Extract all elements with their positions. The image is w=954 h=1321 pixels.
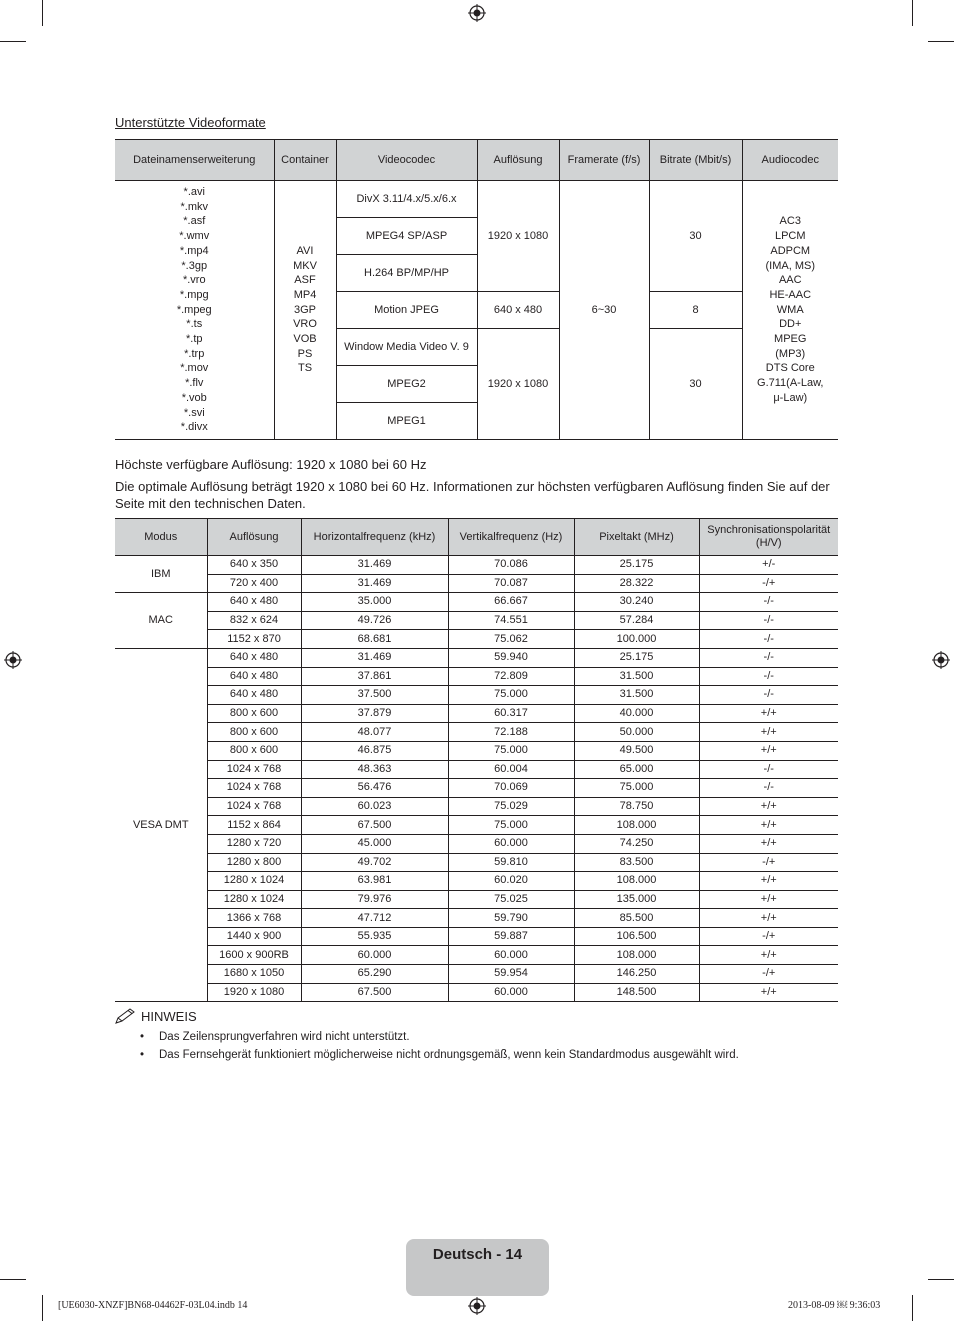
table-cell: -/+: [699, 853, 838, 872]
pencil-icon: [115, 1008, 137, 1024]
table-cell: +/+: [699, 909, 838, 928]
file-extension: *.asf: [183, 215, 206, 228]
table-cell: 75.000: [448, 741, 574, 760]
table-row: [115, 797, 838, 816]
table-cell: 100.000: [574, 630, 699, 649]
table-cell: -/-: [699, 686, 838, 705]
table-cell: 832 x 624: [207, 611, 301, 630]
column-header: Horizontalfrequenz (kHz): [301, 519, 448, 556]
mode-group-cell: VESA DMT: [115, 648, 207, 1001]
table-row: [115, 630, 838, 649]
table-cell: -/-: [699, 593, 838, 612]
table-cell: 800 x 600: [207, 741, 301, 760]
table-cell: 37.879: [301, 704, 448, 723]
audio-codec: LPCM: [774, 230, 806, 243]
table-row: [115, 648, 838, 667]
container-format: 3GP: [293, 303, 316, 316]
audio-codec: DTS Core: [765, 362, 815, 375]
bitrate-cell: 8: [649, 292, 742, 329]
audio-codec: HE-AAC: [769, 288, 812, 301]
framerate-cell: 6~30: [559, 181, 649, 440]
audio-codec: WMA: [776, 303, 804, 316]
audio-codecs-cell: [742, 181, 838, 440]
display-modes-table: [115, 518, 838, 1002]
table-row: [115, 686, 838, 705]
table-row: [115, 983, 838, 1002]
table-cell: 720 x 400: [207, 574, 301, 593]
file-extension: *.vro: [182, 274, 206, 287]
codec-cell: DivX 3.11/4.x/5.x/6.x: [336, 181, 477, 218]
table-cell: 60.000: [448, 946, 574, 965]
table-cell: 640 x 480: [207, 667, 301, 686]
table-cell: -/-: [699, 760, 838, 779]
table-cell: 55.935: [301, 927, 448, 946]
table-cell: 146.250: [574, 965, 699, 984]
table-cell: +/+: [699, 983, 838, 1002]
table-cell: 67.500: [301, 816, 448, 835]
table-cell: 35.000: [301, 593, 448, 612]
table-cell: 1680 x 1050: [207, 965, 301, 984]
table-cell: -/-: [699, 667, 838, 686]
table-cell: -/+: [699, 927, 838, 946]
table-cell: 72.809: [448, 667, 574, 686]
file-extension: *.mpeg: [176, 303, 212, 316]
video-formats-table: [115, 139, 838, 440]
table-cell: 1920 x 1080: [207, 983, 301, 1002]
container-format: VOB: [293, 333, 317, 346]
table-cell: 640 x 480: [207, 593, 301, 612]
table-cell: +/+: [699, 872, 838, 891]
table-row: [115, 741, 838, 760]
table-cell: 31.469: [301, 648, 448, 667]
table-row: [115, 593, 838, 612]
column-header: Audiocodec: [742, 140, 838, 181]
column-header: Container: [274, 140, 336, 181]
mode-group-cell: MAC: [115, 593, 207, 649]
bitrate-cell: 30: [649, 329, 742, 440]
audio-codec: AC3: [779, 215, 801, 228]
table-cell: 60.020: [448, 872, 574, 891]
container-format: ASF: [294, 274, 316, 287]
table-row: [115, 779, 838, 798]
table-cell: 31.500: [574, 667, 699, 686]
table-cell: -/-: [699, 648, 838, 667]
table-cell: +/+: [699, 723, 838, 742]
table-cell: +/+: [699, 890, 838, 909]
column-header: Videocodec: [336, 140, 477, 181]
table-cell: 640 x 350: [207, 556, 301, 575]
table-cell: 47.712: [301, 909, 448, 928]
footer-file-info: [UE6030-XNZF]BN68-04462F-03L04.indb 14: [58, 1300, 248, 1311]
table-row: [115, 816, 838, 835]
table-cell: +/+: [699, 834, 838, 853]
table-cell: +/+: [699, 946, 838, 965]
table-cell: 67.500: [301, 983, 448, 1002]
table-row: [115, 704, 838, 723]
table-row: [115, 760, 838, 779]
table-cell: 1440 x 900: [207, 927, 301, 946]
table-cell: 65.290: [301, 965, 448, 984]
table-cell: 45.000: [301, 834, 448, 853]
table-cell: 59.940: [448, 648, 574, 667]
file-extension: *.svi: [183, 406, 205, 419]
table-cell: 48.363: [301, 760, 448, 779]
table-cell: 85.500: [574, 909, 699, 928]
table-cell: 70.087: [448, 574, 574, 593]
crop-mark: [42, 0, 43, 26]
table-cell: 31.469: [301, 556, 448, 575]
table-cell: 108.000: [574, 816, 699, 835]
table-cell: 1280 x 800: [207, 853, 301, 872]
table-cell: 640 x 480: [207, 648, 301, 667]
resolution-cell: 1920 x 1080: [477, 329, 559, 440]
crop-mark: [0, 41, 26, 42]
audio-codec: ADPCM: [770, 244, 811, 257]
file-extension: *.wmv: [179, 230, 210, 243]
codec-cell: MPEG1: [336, 403, 477, 440]
table-cell: -/-: [699, 611, 838, 630]
table-row: [115, 946, 838, 965]
audio-codec: DD+: [779, 318, 802, 331]
container-format: VRO: [293, 318, 317, 331]
table-cell: 59.810: [448, 853, 574, 872]
table-cell: 75.062: [448, 630, 574, 649]
codec-cell: MPEG4 SP/ASP: [336, 218, 477, 255]
table-cell: 1024 x 768: [207, 779, 301, 798]
table-cell: 63.981: [301, 872, 448, 891]
crop-mark: [928, 1279, 954, 1280]
table-cell: 28.322: [574, 574, 699, 593]
note-heading: [115, 1008, 197, 1024]
table-cell: 800 x 600: [207, 723, 301, 742]
table-cell: 48.077: [301, 723, 448, 742]
codec-cell: Motion JPEG: [336, 292, 477, 329]
column-header: Pixeltakt (MHz): [574, 519, 699, 556]
max-resolution-text: Die optimale Auflösung beträgt 1920 x 1080 bei 60 Hz. Informationen zur höchsten verfügbaren Auflösung finden Sie auf der Seite mit den technischen Daten.: [115, 479, 830, 511]
crop-mark: [42, 1295, 43, 1321]
file-extension: *.mov: [180, 362, 209, 375]
table-row: [115, 909, 838, 928]
file-extension: *.mkv: [180, 200, 208, 213]
table-cell: 46.875: [301, 741, 448, 760]
table-cell: 70.069: [448, 779, 574, 798]
table-cell: 49.500: [574, 741, 699, 760]
containers-cell: [274, 181, 336, 440]
table-row: [115, 853, 838, 872]
table-cell: 1280 x 1024: [207, 890, 301, 909]
table-row: [115, 181, 838, 218]
table-cell: 78.750: [574, 797, 699, 816]
table-cell: 60.317: [448, 704, 574, 723]
container-format: AVI: [296, 244, 314, 257]
table-cell: 60.000: [448, 834, 574, 853]
footer-timestamp: 2013-08-09 ￼ 9:36:03: [788, 1300, 881, 1311]
container-format: MP4: [293, 288, 317, 301]
table-cell: 56.476: [301, 779, 448, 798]
table-cell: 70.086: [448, 556, 574, 575]
table-cell: 148.500: [574, 983, 699, 1002]
table-row: [115, 556, 838, 575]
file-extension: *.avi: [183, 186, 205, 199]
codec-cell: H.264 BP/MP/HP: [336, 255, 477, 292]
table-cell: 108.000: [574, 946, 699, 965]
table-cell: 106.500: [574, 927, 699, 946]
table-cell: +/+: [699, 797, 838, 816]
table-cell: 1280 x 1024: [207, 872, 301, 891]
table-cell: -/+: [699, 574, 838, 593]
table-cell: 1152 x 870: [207, 630, 301, 649]
table-cell: 37.861: [301, 667, 448, 686]
table-cell: 59.790: [448, 909, 574, 928]
table-row: [115, 965, 838, 984]
crop-mark: [0, 1279, 26, 1280]
crop-mark: [928, 41, 954, 42]
table-cell: 75.000: [448, 686, 574, 705]
file-extension: *.mp4: [179, 244, 209, 257]
table-row: [115, 723, 838, 742]
extensions-cell: [115, 181, 274, 440]
table-row: [115, 834, 838, 853]
container-format: PS: [297, 347, 313, 360]
crop-mark: [912, 1295, 913, 1321]
table-cell: 1600 x 900RB: [207, 946, 301, 965]
container-format: MKV: [293, 259, 317, 272]
file-extension: *.flv: [185, 377, 204, 390]
bitrate-cell: 30: [649, 181, 742, 292]
table-cell: 75.029: [448, 797, 574, 816]
table-row: [115, 574, 838, 593]
table-cell: 59.954: [448, 965, 574, 984]
column-header: Dateinamenserweiterung: [115, 140, 274, 181]
container-format: TS: [297, 362, 313, 375]
audio-codec: AAC: [778, 274, 802, 287]
table-cell: 75.000: [574, 779, 699, 798]
audio-codec: G.711(A-Law,: [757, 377, 824, 390]
table-row: [115, 890, 838, 909]
note-list: [140, 1028, 739, 1064]
registration-mark-icon: [932, 651, 950, 669]
table-cell: -/-: [699, 779, 838, 798]
table-cell: +/+: [699, 704, 838, 723]
table-row: [115, 927, 838, 946]
table-cell: 1366 x 768: [207, 909, 301, 928]
table-cell: 1280 x 720: [207, 834, 301, 853]
table-cell: 135.000: [574, 890, 699, 909]
table-cell: 57.284: [574, 611, 699, 630]
table-cell: 75.000: [448, 816, 574, 835]
table-cell: 59.887: [448, 927, 574, 946]
video-formats-title: Unterstützte Videoformate: [115, 115, 266, 130]
table-header-row: [115, 140, 838, 181]
registration-mark-icon: [4, 651, 22, 669]
table-cell: 60.000: [448, 983, 574, 1002]
list-item: • Das Zeilensprungverfahren wird nicht unterstützt.: [140, 1028, 739, 1046]
table-cell: 83.500: [574, 853, 699, 872]
table-cell: 800 x 600: [207, 704, 301, 723]
table-cell: 25.175: [574, 556, 699, 575]
table-cell: 72.188: [448, 723, 574, 742]
column-header: Vertikalfrequenz (Hz): [448, 519, 574, 556]
table-cell: 60.004: [448, 760, 574, 779]
mode-group-cell: IBM: [115, 556, 207, 593]
resolution-cell: 640 x 480: [477, 292, 559, 329]
file-extension: *.tp: [185, 333, 203, 346]
audio-codec: (MP3): [775, 347, 806, 360]
column-header: Modus: [115, 519, 207, 556]
table-cell: 40.000: [574, 704, 699, 723]
file-extension: *.mpg: [179, 288, 209, 301]
file-extension: *.vob: [181, 391, 207, 404]
table-cell: 79.976: [301, 890, 448, 909]
table-cell: 60.023: [301, 797, 448, 816]
table-cell: 50.000: [574, 723, 699, 742]
table-header-row: [115, 519, 838, 556]
column-header: Auflösung: [477, 140, 559, 181]
file-extension: *.3gp: [181, 259, 208, 272]
table-cell: +/+: [699, 816, 838, 835]
table-cell: 75.025: [448, 890, 574, 909]
registration-mark-icon: [468, 1297, 486, 1315]
table-cell: 65.000: [574, 760, 699, 779]
table-cell: 31.469: [301, 574, 448, 593]
column-header: Framerate (f/s): [559, 140, 649, 181]
table-row: [115, 667, 838, 686]
file-extension: *.ts: [186, 318, 203, 331]
table-cell: 1024 x 768: [207, 760, 301, 779]
audio-codec: (IMA, MS): [765, 259, 815, 272]
registration-mark-icon: [468, 4, 486, 22]
table-cell: 25.175: [574, 648, 699, 667]
table-cell: +/-: [699, 556, 838, 575]
audio-codec: μ-Law): [773, 391, 808, 404]
table-cell: 68.681: [301, 630, 448, 649]
table-cell: -/-: [699, 630, 838, 649]
crop-mark: [912, 0, 913, 26]
resolution-cell: 1920 x 1080: [477, 181, 559, 292]
page-number-tab: Deutsch - 14: [406, 1239, 549, 1296]
table-cell: 108.000: [574, 872, 699, 891]
file-extension: *.divx: [180, 421, 208, 434]
audio-codec: MPEG: [774, 333, 807, 346]
file-extension: *.trp: [184, 347, 205, 360]
column-header: Bitrate (Mbit/s): [649, 140, 742, 181]
table-cell: 49.726: [301, 611, 448, 630]
table-cell: 74.250: [574, 834, 699, 853]
table-cell: 37.500: [301, 686, 448, 705]
column-header: Auflösung: [207, 519, 301, 556]
table-cell: 30.240: [574, 593, 699, 612]
note-title: HINWEIS: [141, 1008, 197, 1024]
column-header: Synchronisationspolarität (H/V): [699, 519, 838, 556]
table-cell: +/+: [699, 741, 838, 760]
table-cell: 74.551: [448, 611, 574, 630]
codec-cell: Window Media Video V. 9: [336, 329, 477, 366]
list-item: • Das Fernsehgerät funktioniert möglicherweise nicht ordnungsgemäß, wenn kein Standardmodus ausgewählt wird.: [140, 1046, 739, 1064]
table-cell: 66.667: [448, 593, 574, 612]
table-cell: 49.702: [301, 853, 448, 872]
table-cell: 1024 x 768: [207, 797, 301, 816]
table-cell: 60.000: [301, 946, 448, 965]
table-row: [115, 611, 838, 630]
table-cell: 31.500: [574, 686, 699, 705]
table-cell: 1152 x 864: [207, 816, 301, 835]
max-resolution-title: Höchste verfügbare Auflösung: 1920 x 1080 bei 60 Hz: [115, 457, 427, 472]
table-row: [115, 872, 838, 891]
codec-cell: MPEG2: [336, 366, 477, 403]
table-cell: 640 x 480: [207, 686, 301, 705]
table-cell: -/+: [699, 965, 838, 984]
